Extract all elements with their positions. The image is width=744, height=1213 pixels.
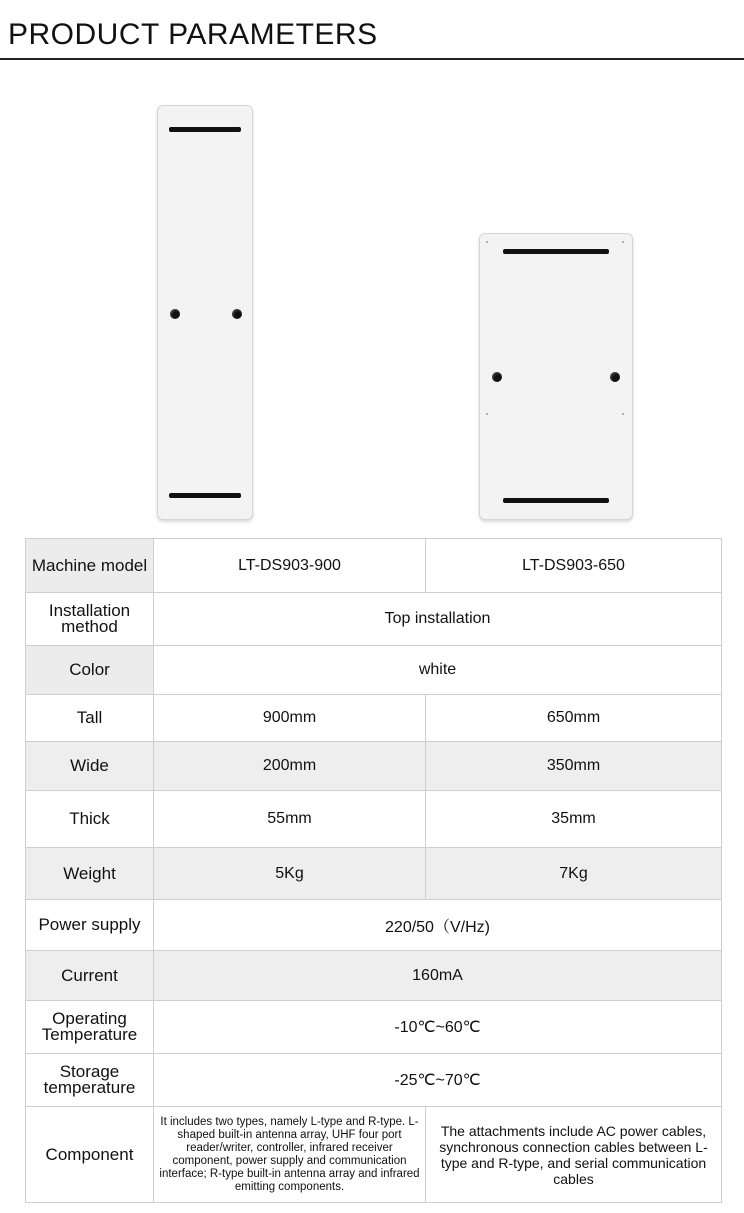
table-row-component [26,1107,722,1203]
table-row-storage-temp [26,1054,722,1107]
row-label: Machine model [26,539,154,593]
row-label: Color [26,646,154,695]
cell-value: 350mm [426,742,722,791]
screw-dot [622,241,624,243]
bottom-slot [503,498,609,503]
mount-hole-right [232,309,242,319]
cell-value: -25℃~70℃ [154,1054,722,1107]
screw-dot [622,413,624,415]
mount-hole-right [610,372,620,382]
mount-hole-left [492,372,502,382]
row-label: Tall [26,695,154,742]
cell-value: It includes two types, namely L-type and R-type. L-shaped built-in antenna array, UHF four port reader/writer, controller, infrared receiver component, power supply and communication interface; R-type built-in antenna array and infrared emitting components. [154,1107,426,1203]
row-label: Operating Temperature [26,1001,154,1054]
cell-value: 7Kg [426,848,722,900]
table-row-power [26,900,722,951]
cell-value: 900mm [154,695,426,742]
screw-dot [486,241,488,243]
cell-value: LT-DS903-650 [426,539,722,593]
product-image-tall [157,105,253,520]
parameters-table [25,538,722,1203]
cell-value: 55mm [154,791,426,848]
cell-value: 5Kg [154,848,426,900]
table-row-model [26,539,722,593]
row-label: Storage temperature [26,1054,154,1107]
page-title: PRODUCT PARAMETERS [8,18,378,51]
row-label: Current [26,951,154,1001]
row-label: Thick [26,791,154,848]
row-label: Wide [26,742,154,791]
table-row-installation [26,593,722,646]
cell-value: 35mm [426,791,722,848]
cell-value: -10℃~60℃ [154,1001,722,1054]
cell-value: 160mA [154,951,722,1001]
mount-hole-left [170,309,180,319]
cell-value: 200mm [154,742,426,791]
table-row-current [26,951,722,1001]
cell-value: 220/50（V/Hz) [154,900,722,951]
cell-value: 650mm [426,695,722,742]
top-slot [503,249,609,254]
cell-value: Top installation [154,593,722,646]
page-header [0,0,744,60]
screw-dot [486,413,488,415]
bottom-slot [169,493,241,498]
table-row-operating-temp [26,1001,722,1054]
row-label: Component [26,1107,154,1203]
product-image-wide [479,233,633,520]
cell-value: LT-DS903-900 [154,539,426,593]
table-row-tall [26,695,722,742]
row-label: Power supply [26,900,154,951]
cell-value: The attachments include AC power cables, synchronous connection cables between L-type and R-type, and serial communication cables [426,1107,722,1203]
row-label: Weight [26,848,154,900]
table-row-color [26,646,722,695]
table-row-wide [26,742,722,791]
cell-value: white [154,646,722,695]
table-row-thick [26,791,722,848]
row-label: Installation method [26,593,154,646]
header-divider [0,58,744,60]
table-row-weight [26,848,722,900]
top-slot [169,127,241,132]
